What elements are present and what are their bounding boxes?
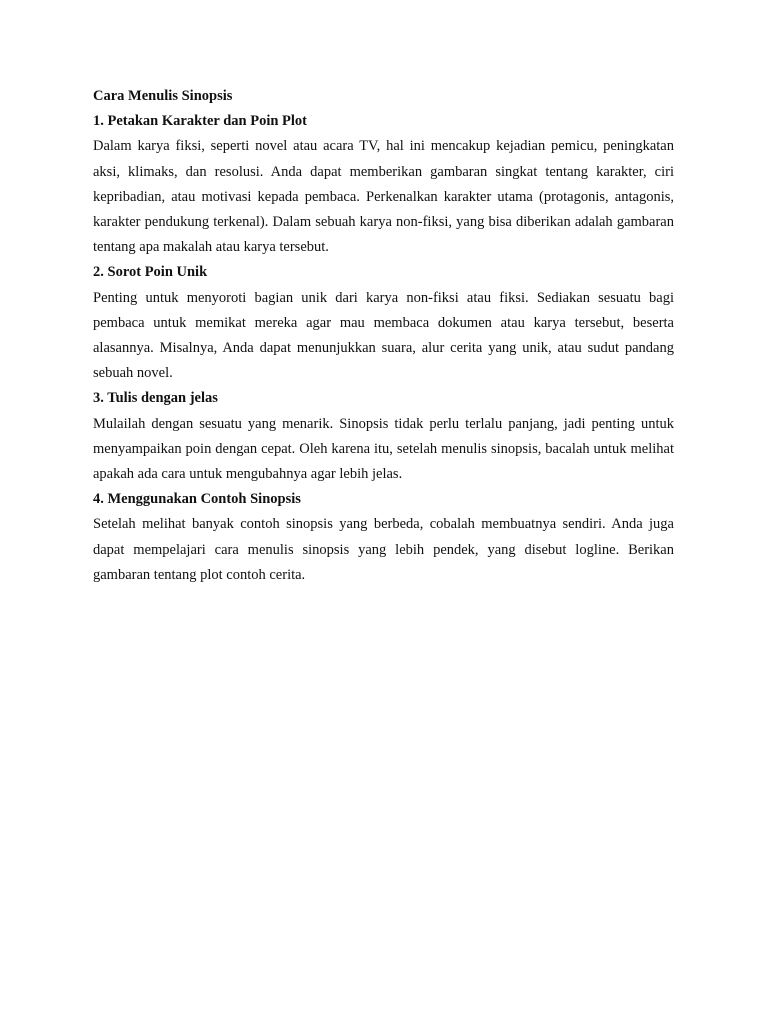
section-paragraph: Penting untuk menyoroti bagian unik dari karya non-fiksi atau fiksi. Sediakan sesuatu bagi pembaca untuk memikat mereka agar mau membaca dokumen atau karya tersebut, beserta alasannya. Misalnya, Anda dapat menunjukkan suara, alur cerita yang unik, atau sudut pandang sebuah novel. — [93, 289, 674, 382]
section-heading: 3. Tulis dengan jelas — [93, 390, 218, 407]
section-petakan-karakter — [93, 109, 674, 260]
section-heading: 2. Sorot Poin Unik — [93, 264, 208, 281]
section-tulis-dengan-jelas — [93, 386, 674, 487]
section-sorot-poin-unik — [93, 260, 674, 386]
section-heading: 4. Menggunakan Contoh Sinopsis — [93, 491, 301, 508]
section-paragraph: Setelah melihat banyak contoh sinopsis yang berbeda, cobalah membuatnya sendiri. Anda juga dapat mempelajari cara menulis sinopsis yang lebih pendek, yang disebut logline. Berikan gambaran tentang plot contoh cerita. — [93, 516, 674, 583]
section-paragraph: Dalam karya fiksi, seperti novel atau acara TV, hal ini mencakup kejadian pemicu, peningkatan aksi, klimaks, dan resolusi. Anda dapat memberikan gambaran singkat tentang karakter, ciri kepribadian, atau motivasi kepada pembaca. Perkenalkan karakter utama (protagonis, antagonis, karakter pendukung terkenal). Dalam sebuah karya non-fiksi, yang bisa diberikan adalah gambaran tentang apa makalah atau karya tersebut. — [93, 138, 674, 256]
section-contoh-sinopsis — [93, 487, 674, 588]
section-heading: 1. Petakan Karakter dan Poin Plot — [93, 113, 308, 130]
section-paragraph: Mulailah dengan sesuatu yang menarik. Sinopsis tidak perlu terlalu panjang, jadi penting untuk menyampaikan poin dengan cepat. Oleh karena itu, setelah menulis sinopsis, bacalah untuk melihat apakah ada cara untuk mengubahnya agar lebih jelas. — [93, 415, 674, 483]
document-page — [93, 84, 674, 588]
document-title: Cara Menulis Sinopsis — [93, 88, 233, 104]
